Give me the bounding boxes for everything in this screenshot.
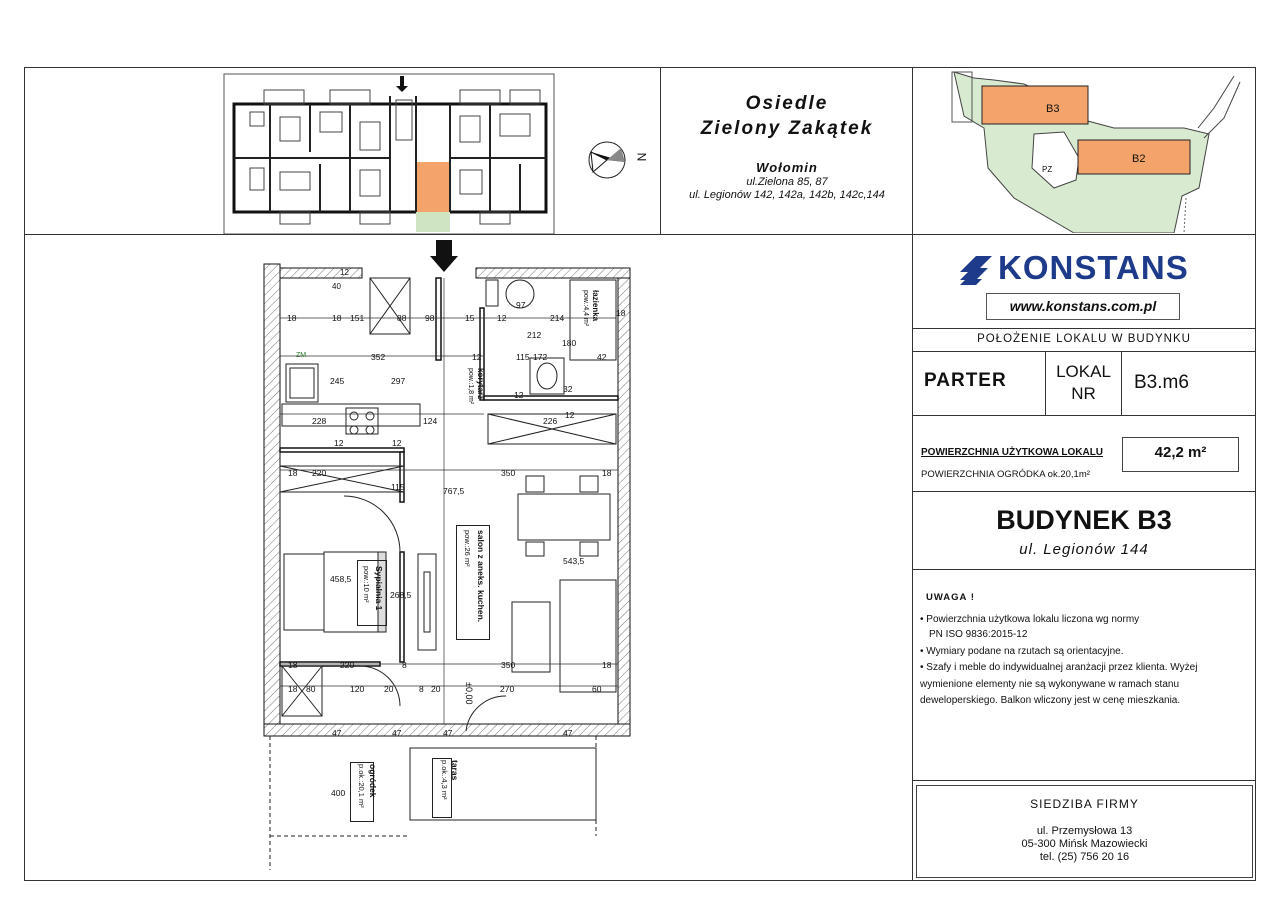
dim: 47 — [332, 728, 342, 738]
wall-east — [618, 278, 630, 724]
divider-top — [24, 234, 912, 235]
dim: 18 — [288, 684, 298, 694]
usable-area-label: POWIERZCHNIA UŻYTKOWA LOKALU — [921, 447, 1104, 458]
divider-area — [912, 491, 1256, 492]
dim: 220 — [312, 468, 327, 478]
company-website[interactable]: www.konstans.com.pl — [1009, 298, 1157, 314]
north-label: N — [634, 152, 649, 162]
dim: 98 — [425, 313, 435, 323]
dim: 151 — [350, 313, 365, 323]
dim: 88 — [397, 313, 407, 323]
dim: 12 — [565, 410, 575, 420]
dim: 18 — [288, 660, 298, 670]
note-3-line1: • Szafy i meble do indywidualnej aranżacji przez klienta. Wyżej — [920, 662, 1198, 673]
dim: 767,5 — [443, 486, 465, 496]
dim: 15 — [465, 313, 475, 323]
wall-west — [264, 264, 280, 724]
dim: 245 — [330, 376, 345, 386]
room-korytarz: korytarz — [476, 368, 485, 400]
dim: 80 — [306, 684, 316, 694]
room-salon: salon z aneks. kuchen. — [476, 530, 486, 623]
room-ogrodek-area: p.ok.:20,1 m² — [357, 764, 366, 808]
dim: 18 — [602, 660, 612, 670]
dim: 8 — [419, 684, 424, 694]
dim: 12 — [392, 438, 402, 448]
note-2: • Wymiary podane na rzutach są orientacyjne. — [920, 646, 1124, 657]
dim: 18 — [616, 308, 626, 318]
dim: 220 — [340, 660, 355, 670]
dim: 297 — [391, 376, 406, 386]
usable-area-value: 42,2 m² — [1154, 444, 1207, 461]
dim: 226 — [543, 416, 558, 426]
dim: 32 — [563, 384, 573, 394]
site-map — [914, 68, 1254, 233]
address-line1: ul.Zielona 85, 87 — [746, 176, 828, 188]
dim: 12 — [334, 438, 344, 448]
dim: 20 — [384, 684, 394, 694]
divider-title — [660, 67, 661, 234]
section-title: POŁOŻENIE LOKALU W BUDYNKU — [977, 333, 1191, 345]
room-salon-area: pow.:26 m² — [463, 530, 472, 567]
room-sypialnia: Sypialnia 1 — [374, 566, 384, 611]
building-name: BUDYNEK B3 — [996, 505, 1172, 535]
compass-icon — [585, 138, 655, 188]
divider-section-title — [912, 351, 1256, 352]
city-name: Wołomin — [756, 160, 818, 175]
dim: 20 — [431, 684, 441, 694]
hq-phone: tel. (25) 756 20 16 — [1039, 851, 1130, 863]
room-korytarz-area: pow.:1,8 m² — [467, 368, 474, 405]
note-1-line2: PN ISO 9836:2015-12 — [929, 629, 1028, 640]
dim: 18 — [602, 468, 612, 478]
garden-area: POWIERZCHNIA OGRÓDKA ok.20,1m² — [921, 469, 1090, 480]
dim: 214 — [550, 313, 565, 323]
divider-logo — [912, 328, 1256, 329]
note-3-line3: deweloperskiego. Balkon wliczony jest w cenę mieszkania. — [920, 695, 1181, 706]
dim: 12 — [340, 268, 349, 277]
room-taras-area: p.ok.:4,3 m² — [440, 760, 449, 800]
dim: 212 — [527, 330, 542, 340]
dim: 400 — [331, 788, 346, 798]
divider-right-column — [912, 67, 913, 881]
dim: 18 — [287, 313, 297, 323]
address-line2: ul. Legionów 142, 142a, 142b, 142c,144 — [689, 189, 885, 201]
estate-title-line1: Osiedle — [745, 93, 829, 114]
dim: 228 — [312, 416, 327, 426]
room-ogrodek: ogródek — [368, 764, 378, 798]
hq-title: SIEDZIBA FIRMY — [1030, 797, 1139, 811]
dim: 115 — [391, 482, 405, 492]
dim: 543,5 — [563, 556, 585, 566]
unit-number: B3.m6 — [1134, 372, 1189, 393]
dim: 12 — [514, 390, 524, 400]
dim: 352 — [371, 352, 386, 362]
dim: 47 — [563, 728, 573, 738]
lokal-label: LOKAL — [1056, 362, 1111, 381]
dim: 47 — [443, 728, 453, 738]
site-b3-label: B3 — [1046, 103, 1060, 115]
dim: 18 — [332, 313, 342, 323]
dim: 350 — [501, 660, 516, 670]
dim: 458,5 — [330, 574, 352, 584]
room-sypialnia-area: pow.:10 m² — [362, 566, 371, 603]
dim: 47 — [392, 728, 402, 738]
room-lazienka: łazienka — [591, 290, 600, 322]
site-building-b3 — [982, 86, 1088, 124]
dim: 180 — [562, 338, 577, 348]
dim: 268,5 — [390, 590, 412, 600]
dim: 12 — [472, 352, 482, 362]
dim: 97 — [516, 300, 526, 310]
dim: 18 — [288, 468, 298, 478]
unit-highlight — [416, 162, 450, 212]
hq-city: 05-300 Mińsk Mazowiecki — [1021, 838, 1148, 850]
room-taras: taras — [450, 760, 460, 781]
site-parking-label: PZ — [1042, 165, 1053, 174]
note-3-line2: wymienione elementy nie są wykonywane w ramach stanu — [920, 679, 1180, 690]
zm-label: ZM — [296, 352, 307, 359]
dim: 42 — [597, 352, 607, 362]
konstans-logo-icon — [958, 252, 994, 286]
dim: 270 — [500, 684, 515, 694]
divider-building — [912, 569, 1256, 570]
notes-title: UWAGA ! — [926, 592, 975, 603]
company-name: KONSTANS — [998, 249, 1189, 286]
note-1-line1: • Powierzchnia użytkowa lokalu liczona wg normy — [920, 614, 1140, 625]
level-mark: ±0,00 — [464, 682, 474, 705]
divider-lokal-left — [1045, 351, 1046, 415]
divider-unit — [912, 415, 1256, 416]
hq-street: ul. Przemysłowa 13 — [1036, 825, 1133, 837]
dim: 124 — [423, 416, 438, 426]
nr-label: NR — [1071, 384, 1096, 403]
dim: 120 — [350, 684, 365, 694]
dim: 172 — [533, 352, 548, 362]
estate-title-line2: Zielony Zakątek — [700, 118, 874, 139]
dim: 12 — [497, 313, 507, 323]
divider-lokal-right — [1121, 351, 1122, 415]
floor-label: PARTER — [924, 370, 1007, 391]
dim: 8 — [402, 660, 407, 670]
dim: 115 — [516, 352, 530, 362]
divider-notes — [912, 780, 1256, 781]
room-lazienka-area: pow.:4,4 m² — [582, 290, 589, 327]
dim: 40 — [332, 282, 341, 291]
dim: 350 — [501, 468, 516, 478]
building-address: ul. Legionów 144 — [1019, 541, 1149, 558]
site-b2-label: B2 — [1132, 153, 1146, 165]
divider-sitemap — [912, 234, 1256, 235]
dim: 60 — [592, 684, 602, 694]
